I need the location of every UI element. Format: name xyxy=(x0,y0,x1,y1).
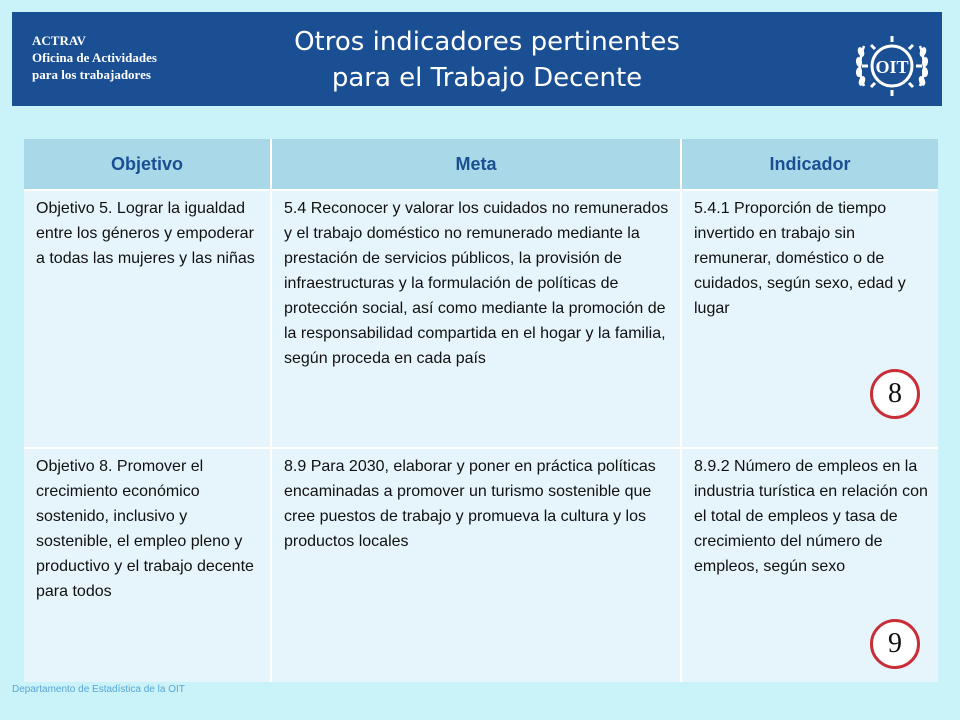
header-banner xyxy=(12,12,942,106)
number-badge: 9 xyxy=(870,619,920,669)
cell-objetivo: Objetivo 5. Lograr la igualdad entre los géneros y empoderar a todas las mujeres y las niñas xyxy=(24,190,271,448)
org-name xyxy=(32,32,157,83)
title-line-2: para el Trabajo Decente xyxy=(331,63,643,93)
column-header-meta: Meta xyxy=(271,139,681,190)
cell-indicador xyxy=(681,190,938,448)
indicador-text: 8.9.2 Número de empleos en la industria turística en relación con el total de empleos y tasa de crecimiento del número de empleos, según sexo xyxy=(694,458,928,575)
logo-text: OIT xyxy=(875,57,909,77)
oit-logo-icon xyxy=(852,28,932,104)
org-line-2: Oficina de Actividades xyxy=(32,50,157,65)
indicators-table xyxy=(24,139,938,682)
slide-title xyxy=(242,24,732,96)
table-row xyxy=(24,448,938,682)
column-header-indicador: Indicador xyxy=(681,139,938,190)
number-badge: 8 xyxy=(870,369,920,419)
indicador-text: 5.4.1 Proporción de tiempo invertido en trabajo sin remunerar, doméstico o de cuidados, según sexo, edad y lugar xyxy=(694,200,906,317)
cell-indicador xyxy=(681,448,938,682)
cell-objetivo: Objetivo 8. Promover el crecimiento económico sostenido, inclusivo y sostenible, el empleo pleno y productivo y el trabajo decente para todos xyxy=(24,448,271,682)
cell-meta: 8.9 Para 2030, elaborar y poner en práctica políticas encaminadas a promover un turismo sostenible que cree puestos de trabajo y promueva la cultura y los productos locales xyxy=(271,448,681,682)
org-acronym: ACTRAV xyxy=(32,33,86,48)
title-line-1: Otros indicadores pertinentes xyxy=(294,27,680,57)
org-line-3: para los trabajadores xyxy=(32,67,151,82)
table-row xyxy=(24,190,938,448)
column-header-objetivo: Objetivo xyxy=(24,139,271,190)
table-header-row xyxy=(24,139,938,190)
cell-meta: 5.4 Reconocer y valorar los cuidados no remunerados y el trabajo doméstico no remunerado mediante la prestación de servicios públicos, la provisión de infraestructuras y la formulación de políticas de protección social, así como mediante la promoción de la responsabilidad compartida en el hogar y la familia, según proceda en cada país xyxy=(271,190,681,448)
footer-text: Departamento de Estadística de la OIT xyxy=(12,684,185,695)
